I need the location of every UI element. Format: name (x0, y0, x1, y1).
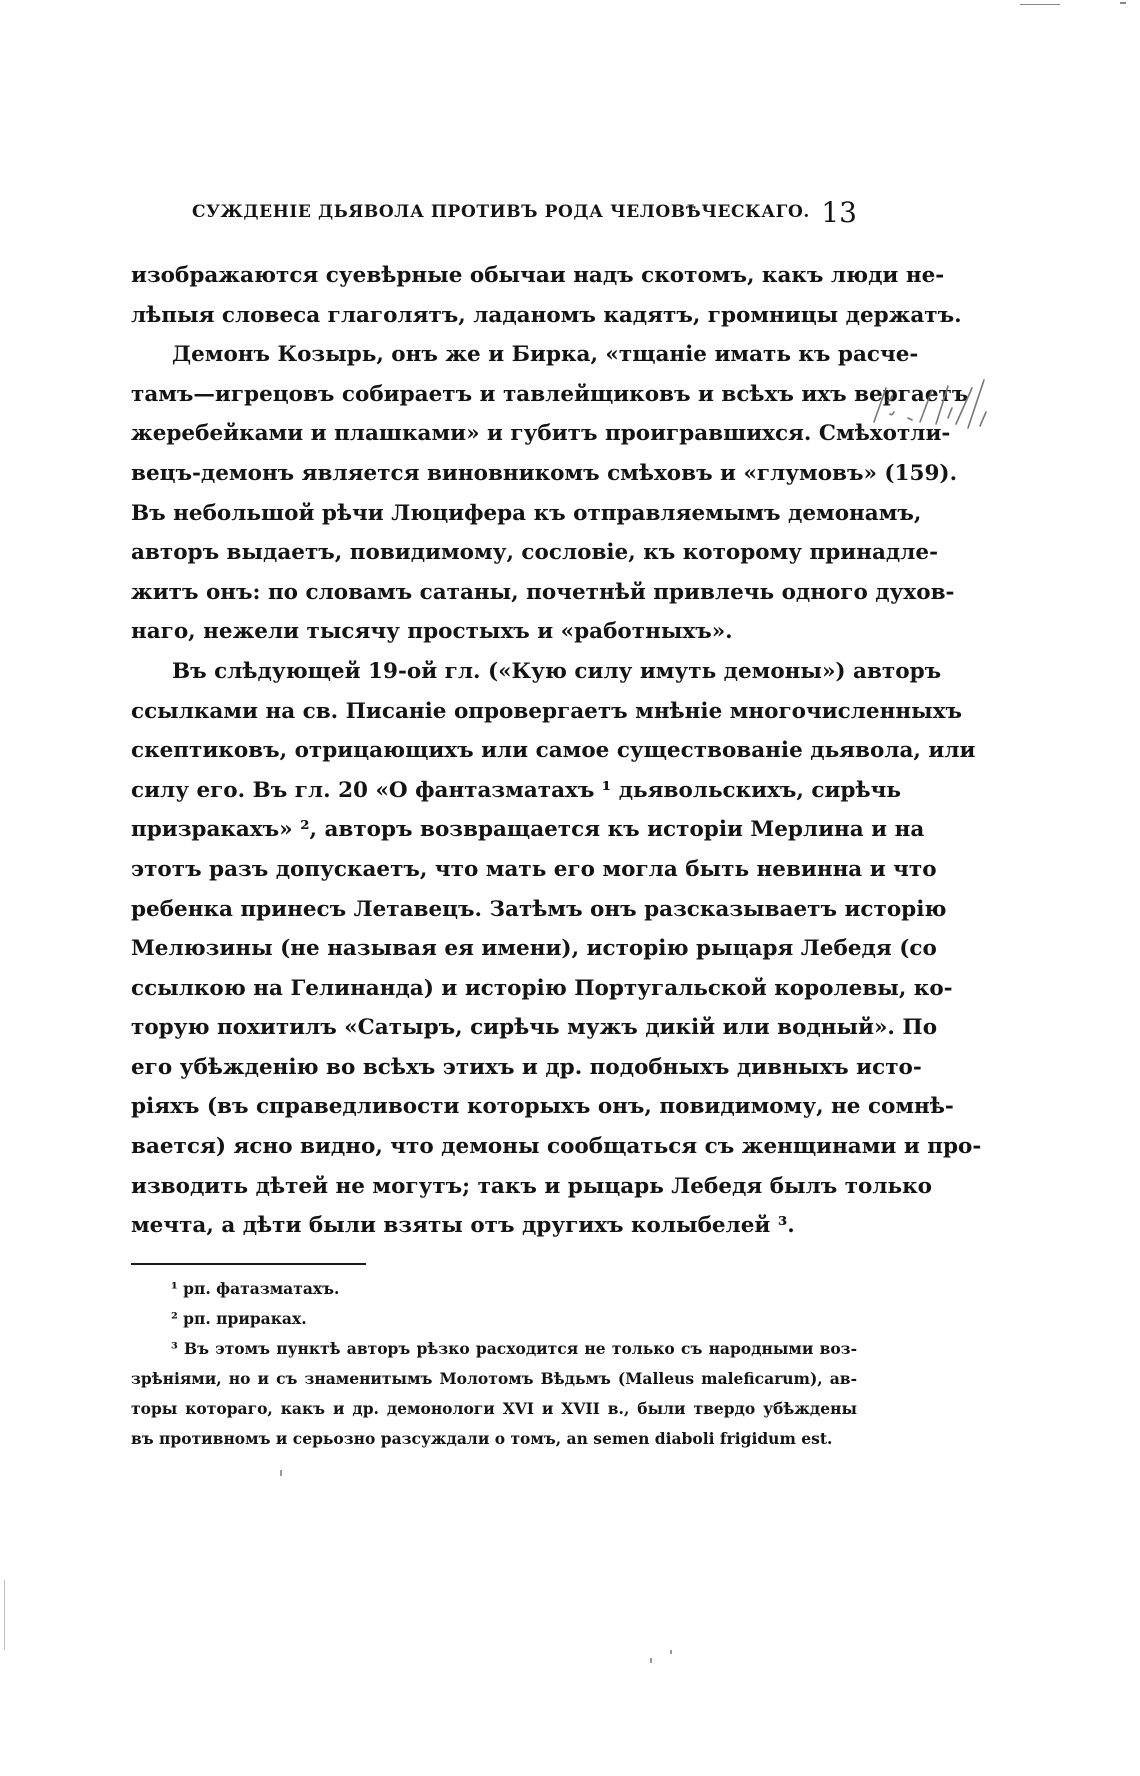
footnote-line: ² рп. прираках. (171, 1309, 307, 1328)
text-line: ріяхъ (въ справедливости которыхъ онъ, повидимому, не сомнѣ- (131, 1094, 954, 1120)
text-line: ссылкою на Гелинанда) и исторію Португальской королевы, ко- (131, 975, 953, 1001)
main-text (131, 256, 982, 1246)
text-line: его убѣжденію во всѣхъ этихъ и др. подобныхъ дивныхъ исто- (131, 1054, 922, 1080)
text-line: Демонъ Козырь, онъ же и Бирка, «тщаніе имать къ расче- (172, 342, 919, 368)
text-line: тамъ—игрецовъ собираетъ и тавлейщиковъ и всѣхъ ихъ вергаетъ (131, 381, 969, 407)
text-line: Мелюзины (не называя ея имени), исторію рыцаря Лебедя (со (131, 936, 937, 962)
text-line: Въ слѣдующей 19-ой гл. («Кую силу имуть демоны») авторъ (172, 658, 942, 684)
text-line: изображаются суевѣрные обычаи надъ скотомъ, какъ люди не- (131, 263, 945, 288)
footnote-line: зрѣніями, но и съ знаменитымъ Молотомъ Вѣдьмъ (Malleus maleficarum), ав- (131, 1369, 857, 1388)
page-number: 13 (821, 196, 857, 229)
footnote-line: ¹ рп. фатазматахъ. (171, 1279, 340, 1298)
text-line: мечта, а дѣти были взяты отъ другихъ колыбелей ³. (131, 1213, 795, 1239)
footnote-line: торы котораго, какъ и др. демонологи XVI и XVII в., были твердо убѣждены (131, 1399, 857, 1418)
text-line: ссылками на св. Писаніе опровергаетъ мнѣніе многочисленныхъ (131, 698, 962, 724)
scan-artifact (280, 1470, 282, 1476)
handwritten-margin-note (868, 378, 1028, 438)
text-line: вается) ясно видно, что демоны сообщаться съ женщинами и про- (131, 1134, 982, 1160)
footnote-line: ³ Въ этомъ пунктѣ авторъ рѣзко расходится не только съ народными воз- (171, 1339, 857, 1358)
text-line: ребенка принесъ Летавецъ. Затѣмъ онъ разсказываетъ исторію (131, 896, 947, 922)
text-line: наго, нежели тысячу простыхъ и «работныхъ». (131, 619, 733, 645)
footnote-divider (131, 1263, 366, 1265)
text-line: торую похитилъ «Сатыръ, сирѣчь мужъ дикій или водный». По (131, 1015, 938, 1041)
scan-artifact (670, 1650, 672, 1654)
footnotes (131, 1274, 857, 1454)
page-header (192, 196, 857, 232)
text-line: жеребейками и плашками» и губитъ проигравшихся. Смѣхотли- (131, 421, 951, 447)
running-title: СУЖДЕНІЕ ДЬЯВОЛА ПРОТИВЪ РОДА ЧЕЛОВѢЧЕСКАГО. (192, 202, 810, 222)
text-line: изводить дѣтей не могутъ; такъ и рыцарь Лебедя былъ только (131, 1173, 933, 1199)
text-line: житъ онъ: по словамъ сатаны, почетнѣй привлечь одного духов- (131, 579, 955, 605)
scan-artifact (650, 1658, 652, 1663)
text-line: вецъ-демонъ является виновникомъ смѣховъ и «глумовъ» (159). (131, 460, 958, 486)
text-line: авторъ выдаетъ, повидимому, сословіе, къ которому принадле- (131, 540, 939, 566)
scan-artifact (4, 1580, 5, 1650)
footnote-line: въ противномъ и серьозно разсуждали о томъ, an semen diaboli frigidum est. (131, 1429, 833, 1448)
pencil-marks-icon (868, 378, 1028, 438)
scan-artifact (1120, 2, 1126, 4)
text-line: Въ небольшой рѣчи Люцифера къ отправляемымъ демонамъ, (131, 500, 922, 526)
scan-artifact (1020, 4, 1060, 5)
text-line: призракахъ» ², авторъ возвращается къ исторіи Мерлина и на (131, 817, 925, 843)
text-line: лѣпыя словеса глаголятъ, ладаномъ кадятъ, громницы держатъ. (131, 302, 962, 328)
text-line: силу его. Въ гл. 20 «О фантазматахъ ¹ дьявольскихъ, сирѣчь (131, 777, 901, 803)
text-line: этотъ разъ допускаетъ, что мать его могла быть невинна и что (131, 856, 937, 882)
text-line: скептиковъ, отрицающихъ или самое существованіе дьявола, или (131, 738, 976, 764)
